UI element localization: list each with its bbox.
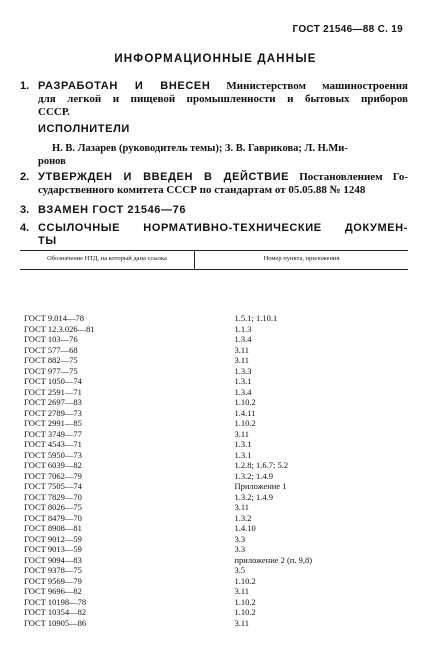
section-4-line-2: ТЫ: [38, 235, 57, 247]
section-2-line-1: [38, 171, 408, 184]
executors-line-1: Н. В. Лазарев (руководитель темы); З. В. Гаврикова; Л. Н.Ми-: [52, 143, 348, 154]
table-cell-clause: 3.11: [234, 344, 250, 355]
table-cell-clause: 1.3.1: [234, 439, 252, 449]
table-cell-clause: Приложение 1: [234, 481, 287, 491]
section-number: 3.: [20, 204, 30, 216]
section-number: 1.: [20, 80, 30, 92]
table-row: [20, 618, 408, 629]
table-cell-document: ГОСТ 977—75: [24, 365, 78, 376]
table-cell-clause: 1.3.2: [234, 512, 252, 523]
table-cell-clause: 1.4.10: [234, 523, 256, 533]
table-cell-clause: 3.11: [234, 502, 250, 512]
table-cell-document: ГОСТ 9094—83: [24, 554, 82, 565]
table-row: [20, 513, 408, 524]
table-row: [20, 544, 408, 555]
table-row: [20, 597, 408, 608]
table-row: [20, 492, 408, 503]
column-header-clause: Номер пункта, приложения: [195, 251, 409, 270]
table-cell-document: ГОСТ 9.014—78: [24, 313, 85, 323]
section-3-text: ВЗАМЕН ГОСТ 21546—76: [38, 204, 187, 216]
table-cell-document: ГОСТ 103—76: [24, 334, 78, 344]
section-number: 2.: [20, 171, 30, 183]
section-1-text: Министерством машиностроения: [226, 80, 408, 92]
table-cell-document: ГОСТ 12.3.026—81: [24, 323, 95, 334]
section-number: 4.: [20, 222, 30, 234]
table-cell-document: ГОСТ 8908—81: [24, 523, 82, 533]
table-cell-document: ГОСТ 9696—82: [24, 586, 82, 596]
table-row: [20, 397, 408, 408]
table-cell-clause: 1.10.2: [234, 418, 256, 428]
references-table-body: [20, 270, 408, 629]
table-cell-clause: 1.1.3: [234, 323, 252, 334]
table-row: [20, 366, 408, 377]
executors-names: [38, 142, 408, 168]
section-3: [20, 204, 408, 217]
document-title: ИНФОРМАЦИОННЫЕ ДАННЫЕ: [114, 53, 317, 65]
table-cell-document: ГОСТ 7062—79: [24, 470, 82, 481]
table-row: [20, 376, 408, 387]
executors-heading: ИСПОЛНИТЕЛИ: [38, 123, 130, 135]
table-cell-document: ГОСТ 1050—74: [24, 376, 82, 386]
table-cell-document: ГОСТ 5950—73: [24, 449, 82, 460]
table-row: [20, 355, 408, 366]
table-cell-document: ГОСТ 2697—83: [24, 397, 82, 407]
table-cell-clause: 3.3: [234, 533, 246, 544]
table-row: [20, 324, 408, 335]
table-row: [20, 418, 408, 429]
table-row: [20, 460, 408, 471]
table-cell-clause: 3.5: [234, 565, 246, 575]
table-row: [20, 270, 408, 324]
table-cell-document: ГОСТ 7829—70: [24, 491, 82, 502]
table-cell-clause: 1.10.2: [234, 607, 256, 617]
table-row: [20, 387, 408, 398]
table-cell-clause: 1.3.3: [234, 365, 252, 376]
table-row: [20, 345, 408, 356]
table-cell-clause: 3.3: [234, 544, 246, 554]
table-header-row: [20, 251, 408, 270]
table-cell-clause: 1.3.1: [234, 376, 252, 386]
table-cell-document: ГОСТ 2991—85: [24, 418, 82, 428]
table-row: [20, 586, 408, 597]
table-row: [20, 471, 408, 482]
section-2-text: Постановлением Го-: [299, 171, 408, 183]
table-row: [20, 607, 408, 618]
table-row: [20, 534, 408, 545]
table-cell-clause: 1.10.2: [234, 596, 256, 607]
section-1-line-2: для легкой и пищевой промышленности и бытовых приборов: [38, 93, 408, 105]
table-cell-clause: 1.3.4: [234, 334, 252, 344]
table-cell-document: ГОСТ 8479—70: [24, 512, 82, 523]
table-row: [20, 439, 408, 450]
section-2-line-2: сударственного комитета СССР по стандартам от 05.05.88 № 1248: [38, 184, 366, 196]
table-row: [20, 429, 408, 440]
section-1: [20, 80, 408, 119]
section-4: [20, 222, 408, 248]
table-cell-clause: 3.11: [234, 428, 250, 439]
section-1-line-3: СССР.: [38, 106, 70, 118]
table-cell-clause: 1.3.2; 1.4.9: [234, 470, 273, 481]
table-row: [20, 523, 408, 534]
table-cell-clause: 1.4.11: [234, 407, 256, 418]
table-cell-document: ГОСТ 9013—59: [24, 544, 82, 554]
table-cell-document: ГОСТ 4543—71: [24, 439, 82, 449]
section-1-heading: РАЗРАБОТАН И ВНЕСЕН: [38, 80, 211, 92]
section-1-line-1: [38, 80, 408, 93]
table-cell-document: ГОСТ 10198—78: [24, 596, 87, 607]
table-row: [20, 334, 408, 345]
table-row: [20, 450, 408, 461]
table-cell-document: ГОСТ 577—68: [24, 344, 78, 355]
table-row: [20, 502, 408, 513]
table-cell-clause: 1.3.1: [234, 449, 252, 460]
table-row: [20, 565, 408, 576]
references-table: [20, 250, 408, 628]
table-cell-clause: 3.11: [234, 355, 250, 365]
table-row: [20, 555, 408, 566]
table-cell-clause: 1.5.1; 1.10.1: [234, 313, 278, 323]
table-cell-document: ГОСТ 9012—59: [24, 533, 82, 544]
table-cell-clause: 1.3.2; 1.4.9: [234, 491, 273, 502]
table-cell-document: ГОСТ 7505—74: [24, 481, 82, 491]
table-cell-document: ГОСТ 882—75: [24, 355, 78, 365]
table-cell-clause: 1.10.2: [234, 397, 256, 407]
section-4-line-1: ССЫЛОЧНЫЕ НОРМАТИВНО-ТЕХНИЧЕСКИЕ ДОКУМЕН-: [38, 222, 408, 234]
table-cell-document: ГОСТ 10905—86: [24, 617, 87, 628]
section-2-heading: УТВЕРЖДЕН И ВВЕДЕН В ДЕЙСТВИЕ: [38, 171, 290, 183]
table-cell-document: ГОСТ 10354—82: [24, 607, 87, 617]
table-cell-document: ГОСТ 8026—75: [24, 502, 82, 512]
executors-line-2: ронов: [38, 156, 66, 167]
table-row: [20, 576, 408, 587]
table-cell-clause: 1.10.2: [234, 575, 256, 586]
table-cell-clause: 3.11: [234, 617, 250, 628]
section-2: [20, 171, 408, 197]
table-cell-clause: 3.11: [234, 586, 250, 596]
table-row: [20, 408, 408, 419]
column-header-document: Обозначение НТД, на который дана ссылка: [20, 251, 195, 270]
table-row: [20, 481, 408, 492]
table-cell-document: ГОСТ 9378—75: [24, 565, 82, 575]
table-cell-document: ГОСТ 6039—82: [24, 460, 82, 470]
table-cell-document: ГОСТ 2789—73: [24, 407, 82, 418]
table-cell-clause: 1.2.8; 1.6.7; 5.2: [234, 460, 289, 470]
page-header: ГОСТ 21546—88 С. 19: [292, 24, 403, 35]
table-cell-clause: приложение 2 (п. 9,8): [234, 554, 313, 565]
table-cell-document: ГОСТ 9569—79: [24, 575, 82, 586]
table-cell-document: ГОСТ 2591—71: [24, 386, 82, 397]
table-cell-clause: 1.3.4: [234, 386, 252, 397]
table-cell-document: ГОСТ 3749—77: [24, 428, 82, 439]
